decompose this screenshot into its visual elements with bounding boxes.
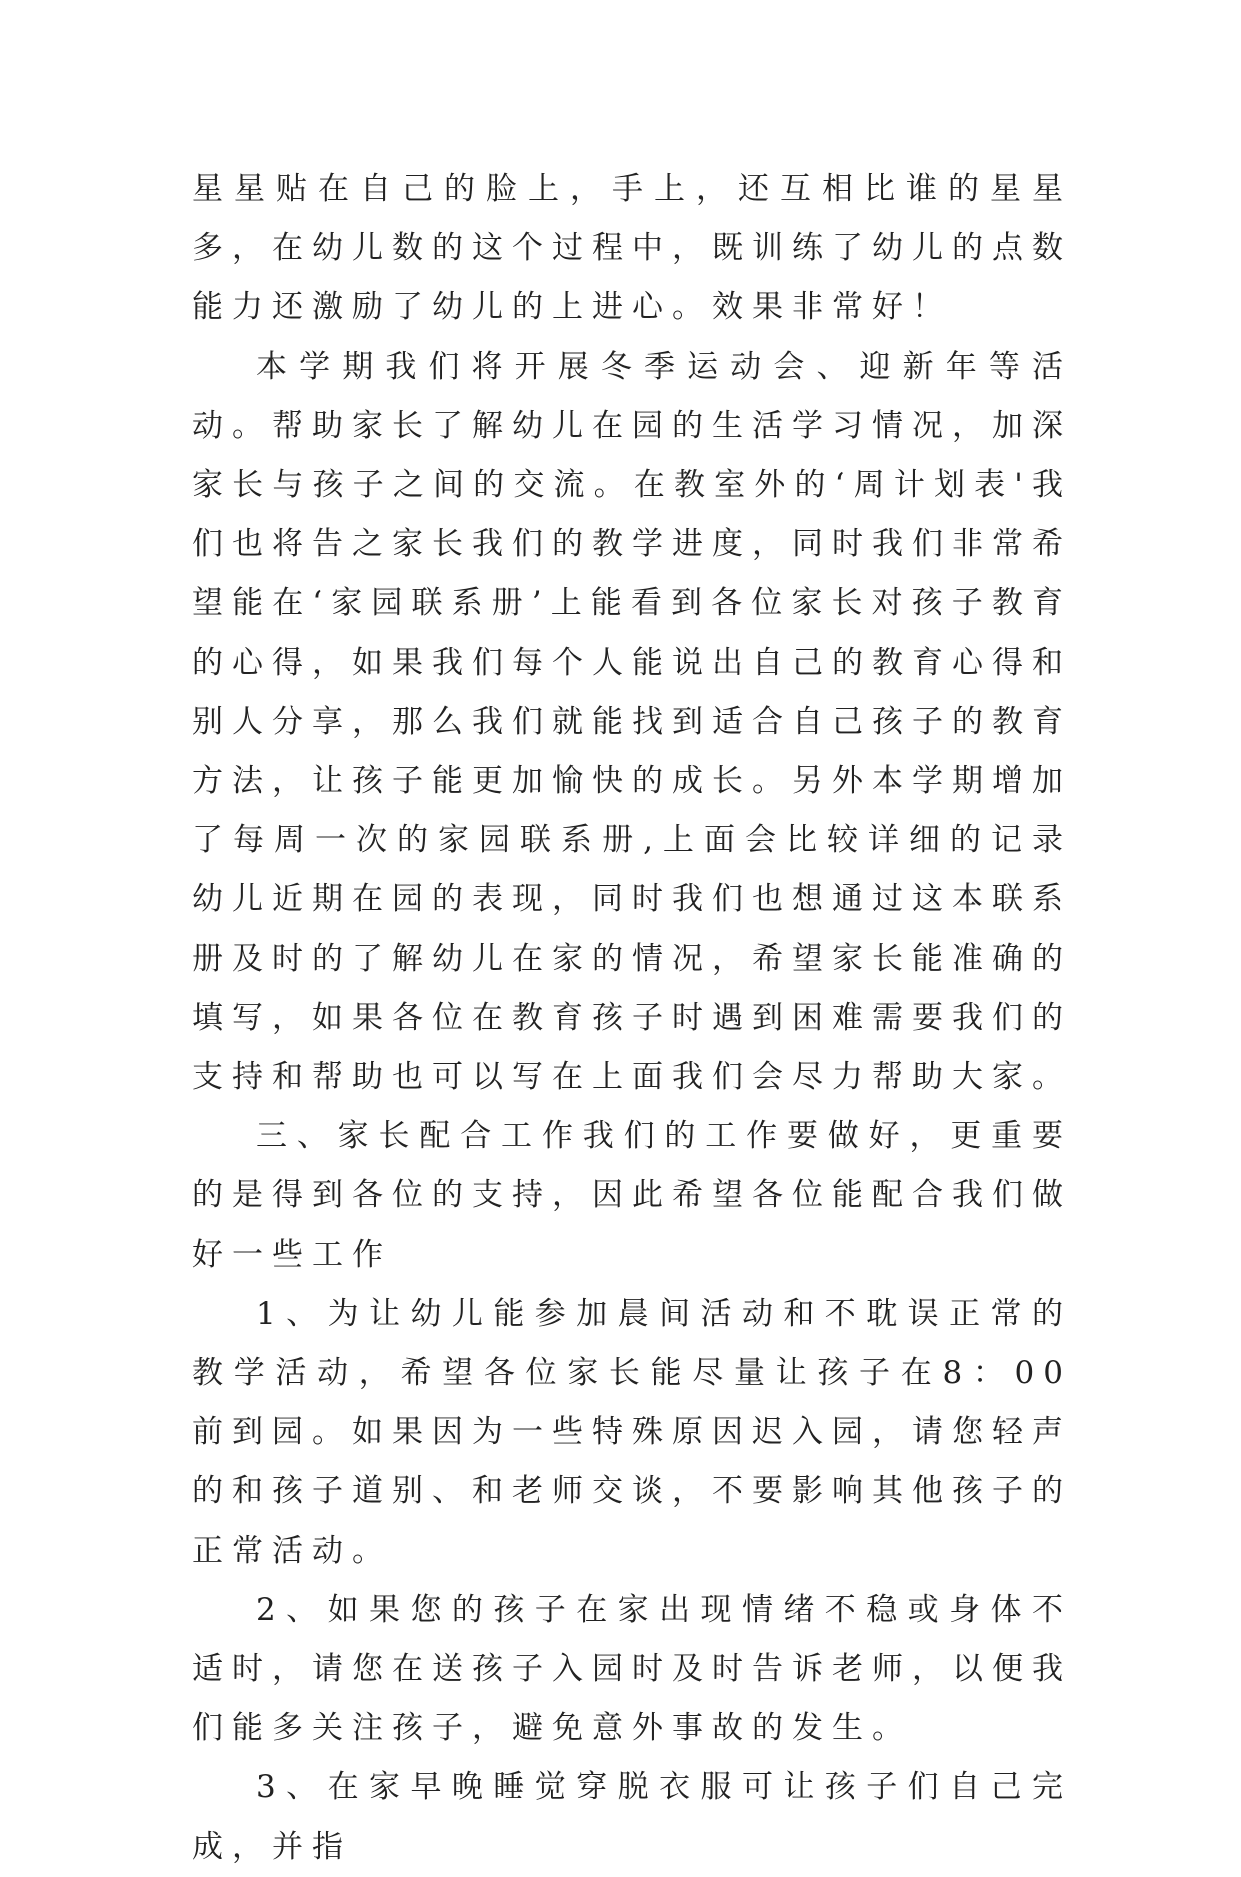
paragraph-stars-counting: 星星贴在自己的脸上，手上，还互相比谁的星星多，在幼儿数的这个过程中，既训练了幼儿的点数能力还激励了幼儿的上进心。效果非常好！ bbox=[192, 171, 1072, 326]
paragraph-item-3-dressing: 3、在家早晚睡觉穿脱衣服可让孩子们自己完成，并指 bbox=[192, 1769, 1072, 1865]
paragraph-item-1-arrival-time: 1、为让幼儿能参加晨间活动和不耽误正常的教学活动，希望各位家长能尽量让孩子在8：00前到园。如果因为一些特殊原因迟入园，请您轻声的和孩子道别、和老师交谈，不要影响其他孩子的正常活动。 bbox=[192, 1295, 1072, 1569]
document-body bbox=[192, 160, 1072, 1877]
paragraph-item-2-health-notice: 2、如果您的孩子在家出现情绪不稳或身体不适时，请您在送孩子入园时及时告诉老师，以便我们能多关注孩子，避免意外事故的发生。 bbox=[192, 1591, 1072, 1747]
paragraph-parent-cooperation-heading: 三、家长配合工作我们的工作要做好，更重要的是得到各位的支持，因此希望各位能配合我们做好一些工作 bbox=[192, 1118, 1072, 1273]
paragraph-semester-activities: 本学期我们将开展冬季运动会、迎新年等活动。帮助家长了解幼儿在园的生活学习情况，加深家长与孩子之间的交流。在教室外的‘周计划表'我们也将告之家长我们的教学进度，同时我们非常希望能在‘家园联系册’上能看到各位家长对孩子教育的心得，如果我们每个人能说出自己的教育心得和别人分享，那么我们就能找到适合自己孩子的教育方法，让孩子能更加愉快的成长。另外本学期增加了每周一次的家园联系册,上面会比较详细的记录幼儿近期在园的表现，同时我们也想通过这本联系册及时的了解幼儿在家的情况，希望家长能准确的填写，如果各位在教育孩子时遇到困难需要我们的支持和帮助也可以写在上面我们会尽力帮助大家。 bbox=[192, 348, 1072, 1096]
